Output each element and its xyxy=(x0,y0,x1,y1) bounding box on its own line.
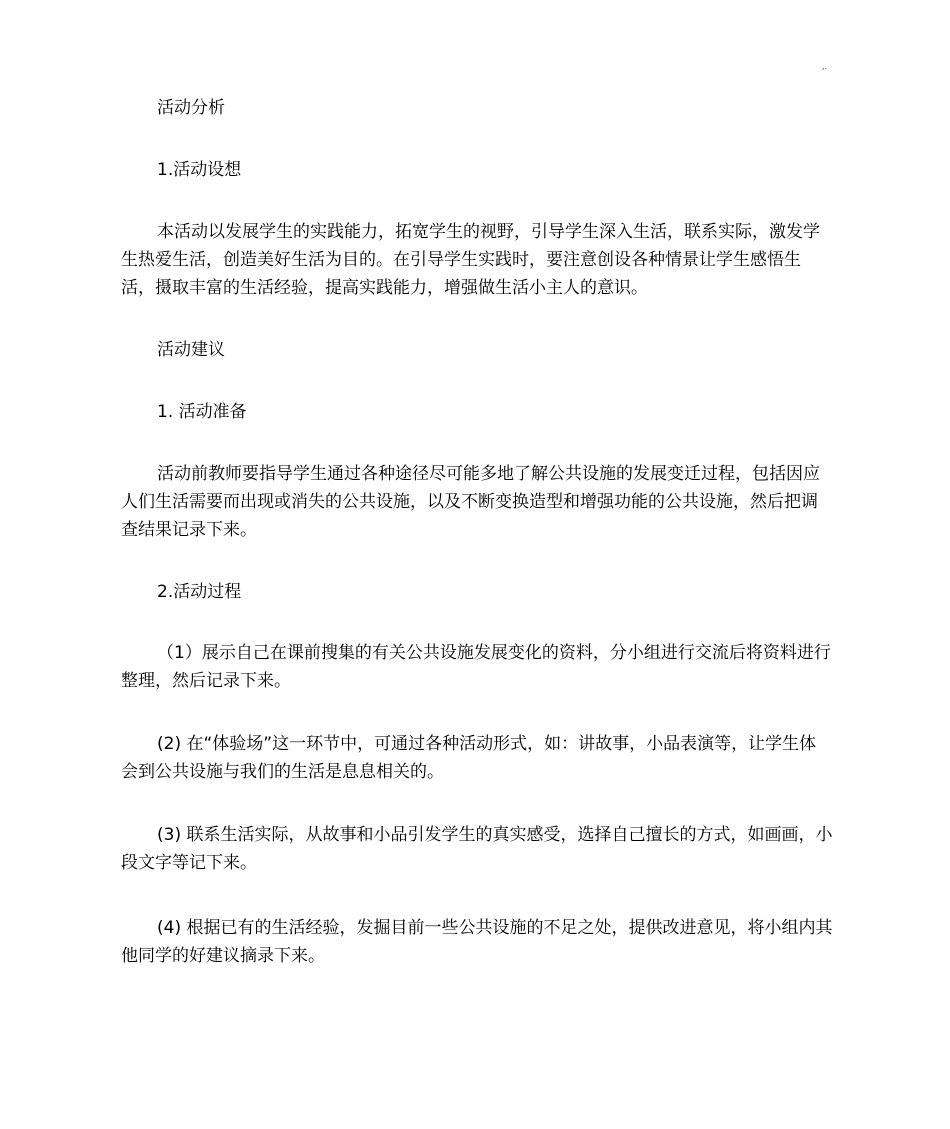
list-item-process-1: （1）展示自己在课前搜集的有关公共设施发展变化的资料，分小组进行交流后将资料进行整理，然后记录下来。 xyxy=(121,643,831,691)
paragraph-preparation-text: 活动前教师要指导学生通过各种途径尽可能多地了解公共设施的发展变迁过程，包括因应人们生活需要而出现或消失的公共设施，以及不断变换造型和增强功能的公共设施，然后把调查结果记录下来。 xyxy=(121,464,820,540)
heading-activity-analysis: 活动分析 xyxy=(157,98,225,118)
corner-mark: ,. xyxy=(822,62,828,71)
subheading-activity-preparation: 1. 活动准备 xyxy=(157,402,247,422)
document-body xyxy=(121,94,833,970)
heading-activity-suggestions: 活动建议 xyxy=(157,340,225,360)
subheading-activity-concept: 1.活动设想 xyxy=(157,160,242,180)
paragraph-concept-text: 本活动以发展学生的实践能力，拓宽学生的视野，引导学生深入生活，联系实际，激发学生热爱生活，创造美好生活为目的。在引导学生实践时，要注意创设各种情景让学生感悟生活，摄取丰富的生活经验，提高实践能力，增强做生活小主人的意识。 xyxy=(121,222,820,298)
list-item-process-3: (3) 联系生活实际，从故事和小品引发学生的真实感受，选择自己擅长的方式，如画画，小段文字等记下来。 xyxy=(121,825,833,873)
subheading-activity-process: 2.活动过程 xyxy=(157,582,242,602)
list-item-process-2: (2) 在“体验场”这一环节中，可通过各种活动形式，如：讲故事，小品表演等，让学生体会到公共设施与我们的生活是息息相关的。 xyxy=(121,734,817,782)
list-item-process-4: (4) 根据已有的生活经验，发掘目前一些公共设施的不足之处，提供改进意见，将小组内其他同学的好建议摘录下来。 xyxy=(121,918,833,966)
